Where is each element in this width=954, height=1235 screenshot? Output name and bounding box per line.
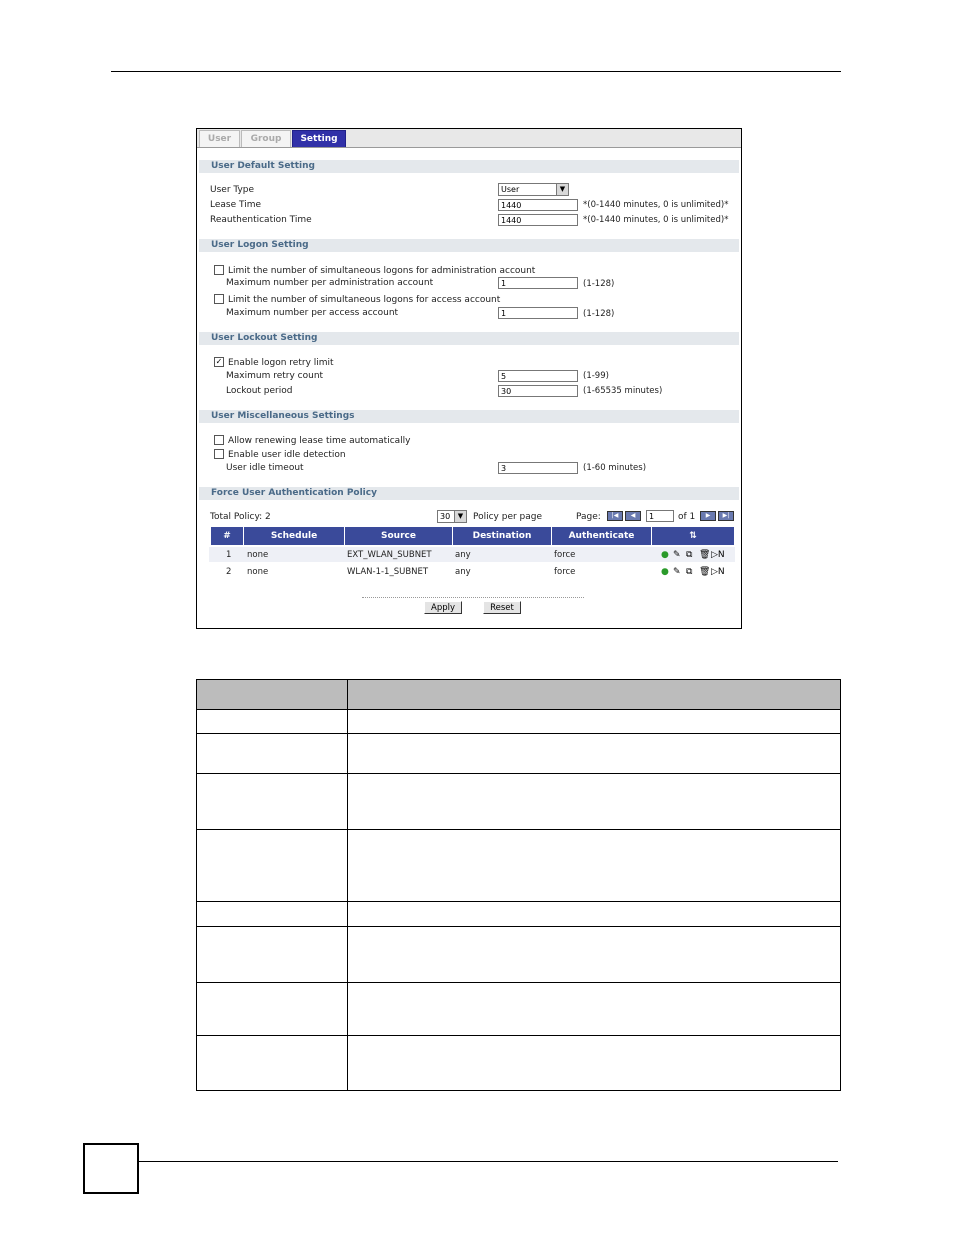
- admin-limit-label: Limit the number of simultaneous logons for administration account: [228, 266, 536, 276]
- first-page-icon[interactable]: |◀: [607, 511, 623, 521]
- tab-user[interactable]: User: [199, 130, 240, 147]
- per-page-value: 30: [440, 512, 451, 521]
- footer-rule: [139, 1161, 838, 1162]
- table-row: [196, 829, 841, 901]
- admin-max-label: Maximum number per administration account: [226, 278, 434, 288]
- total-policy: Total Policy: 2: [210, 512, 271, 522]
- section-user-lockout: User Lockout Setting: [199, 332, 739, 345]
- col-authenticate: Authenticate: [552, 527, 652, 545]
- table-header-row: [196, 679, 841, 709]
- row1-source: EXT_WLAN_SUBNET: [347, 550, 432, 560]
- row2-source: WLAN-1-1_SUBNET: [347, 567, 429, 577]
- per-page-label: Policy per page: [473, 512, 543, 522]
- reauth-time-hint: *(0-1440 minutes, 0 is unlimited)*: [583, 215, 729, 225]
- lockout-period-input[interactable]: 30: [498, 385, 578, 397]
- tab-bar: [197, 129, 741, 148]
- row2-schedule: none: [247, 567, 269, 577]
- access-limit-label: Limit the number of simultaneous logons for access account: [228, 295, 501, 305]
- enable-retry-label: Enable logon retry limit: [228, 358, 334, 368]
- row2-authenticate: force: [554, 567, 576, 577]
- row2-num: 2: [226, 567, 232, 577]
- table-row: [196, 773, 841, 829]
- page-label: Page:: [576, 512, 601, 522]
- tab-group[interactable]: Group: [241, 130, 291, 147]
- retry-count-input[interactable]: 5: [498, 370, 578, 382]
- lease-time-hint: *(0-1440 minutes, 0 is unlimited)*: [583, 200, 729, 210]
- row2-destination: any: [455, 567, 471, 577]
- next-page-icon[interactable]: ▶: [700, 511, 716, 521]
- status-bulb-icon[interactable]: ●: [661, 567, 669, 577]
- access-max-hint: (1-128): [583, 309, 615, 319]
- copy-icon[interactable]: ⧉: [686, 550, 693, 560]
- idle-detect-checkbox[interactable]: [214, 449, 224, 459]
- user-type-select[interactable]: [498, 183, 569, 196]
- chevron-down-icon: ▼: [556, 184, 568, 195]
- renew-lease-checkbox[interactable]: [214, 435, 224, 445]
- copy-icon[interactable]: ⧉: [686, 567, 693, 577]
- reset-button[interactable]: Reset: [483, 601, 521, 614]
- idle-timeout-input[interactable]: 3: [498, 462, 578, 474]
- col-num: #: [211, 527, 244, 545]
- user-type-value: User: [501, 185, 520, 194]
- row1-schedule: none: [247, 550, 269, 560]
- description-table: [196, 679, 842, 1091]
- apply-button[interactable]: Apply: [424, 601, 462, 614]
- enable-retry-checkbox[interactable]: ✓: [215, 357, 223, 366]
- reorder-icon[interactable]: ⇅: [689, 531, 697, 541]
- chevron-down-icon: ▼: [454, 511, 466, 522]
- lockout-period-hint: (1-65535 minutes): [583, 386, 663, 396]
- idle-timeout-label: User idle timeout: [226, 463, 304, 473]
- page-input[interactable]: 1: [646, 510, 674, 522]
- table-row: [209, 564, 735, 579]
- col-actions: [652, 527, 734, 545]
- section-user-logon: User Logon Setting: [199, 239, 739, 252]
- row1-authenticate: force: [554, 550, 576, 560]
- row1-num: 1: [226, 550, 232, 560]
- col-source: Source: [345, 527, 453, 545]
- lockout-period-label: Lockout period: [226, 386, 293, 396]
- idle-detect-label: Enable user idle detection: [228, 450, 346, 460]
- table-row: [196, 1035, 841, 1091]
- reauth-time-input[interactable]: 1440: [498, 214, 578, 226]
- delete-icon[interactable]: 🗑: [699, 567, 711, 577]
- idle-timeout-hint: (1-60 minutes): [583, 463, 647, 473]
- table-row: [196, 901, 841, 926]
- access-max-input[interactable]: 1: [498, 307, 578, 319]
- col-destination: Destination: [453, 527, 552, 545]
- page-of-label: of 1: [678, 512, 696, 522]
- admin-limit-checkbox[interactable]: [214, 265, 224, 275]
- page-number-box: [83, 1143, 139, 1194]
- delete-icon[interactable]: 🗑: [699, 550, 711, 560]
- tab-setting[interactable]: Setting: [292, 130, 346, 147]
- settings-panel: [196, 128, 742, 629]
- section-user-misc: User Miscellaneous Settings: [199, 410, 739, 423]
- move-icon[interactable]: ▷N: [711, 550, 725, 560]
- table-row: [196, 709, 841, 733]
- lease-time-input[interactable]: 1440: [498, 199, 578, 211]
- table-row: [196, 733, 841, 773]
- table-row: [196, 982, 841, 1035]
- access-max-label: Maximum number per access account: [226, 308, 399, 318]
- status-bulb-icon[interactable]: ●: [661, 550, 669, 560]
- row1-destination: any: [455, 550, 471, 560]
- prev-page-icon[interactable]: ◀: [625, 511, 641, 521]
- renew-lease-label: Allow renewing lease time automatically: [228, 436, 411, 446]
- retry-count-label: Maximum retry count: [226, 371, 324, 381]
- col-schedule: Schedule: [244, 527, 345, 545]
- edit-icon[interactable]: ✎: [673, 567, 681, 577]
- section-policy: Force User Authentication Policy: [199, 487, 739, 500]
- admin-max-hint: (1-128): [583, 279, 615, 289]
- last-page-icon[interactable]: ▶|: [718, 511, 734, 521]
- section-user-default: User Default Setting: [199, 160, 739, 173]
- edit-icon[interactable]: ✎: [673, 550, 681, 560]
- table-row: [209, 547, 735, 562]
- header-rule: [111, 71, 841, 72]
- reauth-time-label: Reauthentication Time: [210, 215, 312, 225]
- user-type-label: User Type: [210, 185, 255, 195]
- admin-max-input[interactable]: 1: [498, 277, 578, 289]
- retry-count-hint: (1-99): [583, 371, 609, 381]
- per-page-select[interactable]: [437, 510, 467, 523]
- move-icon[interactable]: ▷N: [711, 567, 725, 577]
- lease-time-label: Lease Time: [210, 200, 262, 210]
- table-row: [196, 926, 841, 982]
- access-limit-checkbox[interactable]: [214, 294, 224, 304]
- button-divider: [362, 597, 584, 598]
